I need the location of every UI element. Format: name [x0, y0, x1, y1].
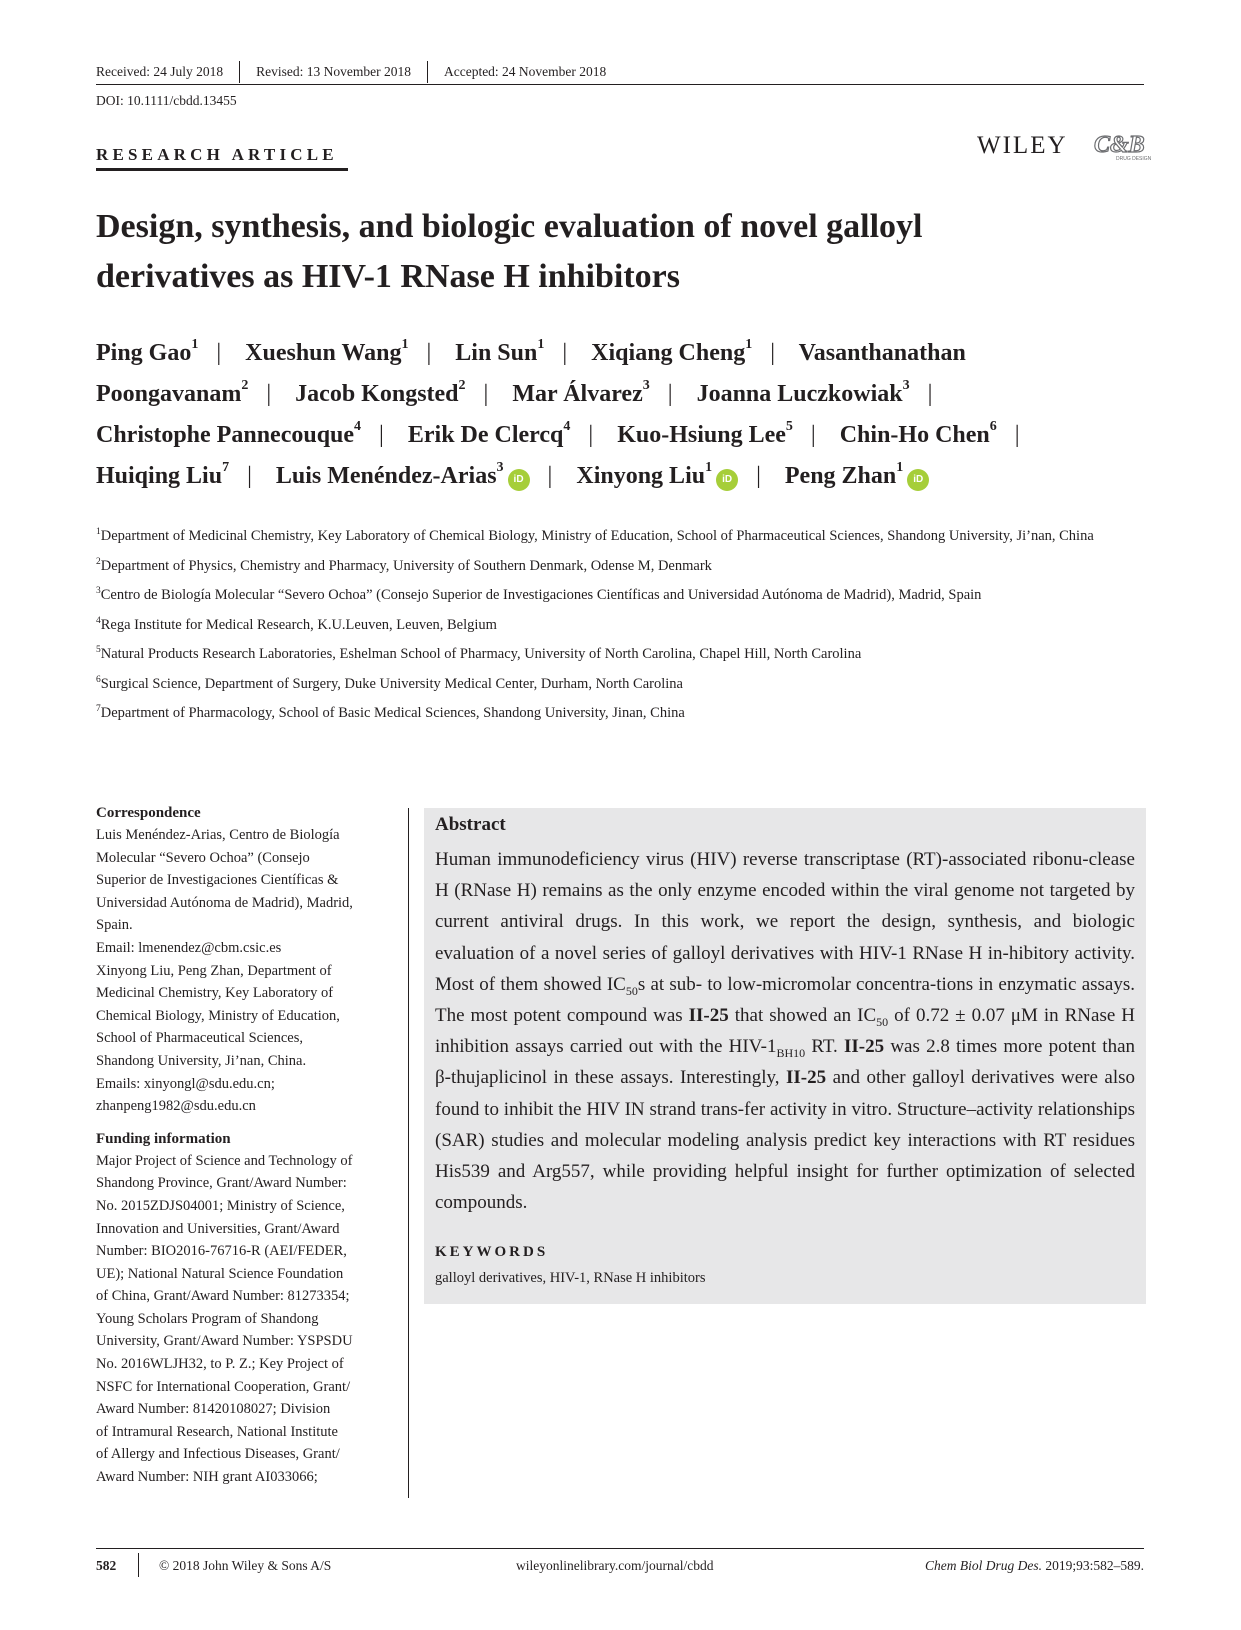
- correspondence-email[interactable]: zhanpeng1982@sdu.edu.cn: [96, 1098, 256, 1115]
- author-name[interactable]: Ping Gao: [96, 340, 192, 366]
- abstract-body: Human immunodeficiency virus (HIV) reverse transcriptase (RT)-associated ribonu-clease H (RNase H) remains as the only enzyme encoded within the viral genome not targeted by current antiviral drugs. In this work, we report the design, synthesis, and biologic evaluation of a novel series of galloyl derivatives with HIV-1 RNase H in-hibitory activity. Most of them showed $IC_{50}s$ at sub- to low-micromolar concentra-tions in enzymatic assays. The most potent compound was II-25 that showed an $IC_{50}$ of 0.72 ± 0.07 μM in RNase H inhibition assays carried out with the HIV-$1_{BH10}$ RT. II-25 was 2.8 times more potent than β-thujaplicinol in these assays. Interestingly, II-25 and other galloyl derivatives were also found to inhibit the HIV IN strand trans-fer activity in vitro. Structure–activity relationships (SAR) studies and molecular modeling analysis predict key interactions with RT residues His539 and Arg557, while providing helpful insight for further optimization of selected compounds.: [435, 849, 1136, 1214]
- author-affiliation-mark: 3: [902, 378, 910, 393]
- author-name[interactable]: Xueshun Wang: [245, 340, 402, 366]
- author-name[interactable]: Chin-Ho Chen: [839, 422, 990, 448]
- affiliation-item: $^3$Centro de Biología Molecular “Severo Ochoa” (Consejo Superior de Investigaciones Científicas and Universidad Autónoma de Madrid), Madrid, Spain: [96, 586, 982, 603]
- author-affiliation-mark: 2: [241, 378, 249, 393]
- copyright: © 2018 John Wiley & Sons A/S: [159, 1558, 332, 1573]
- correspondence-heading: Correspondence: [96, 805, 201, 821]
- compound-name: II-25: [786, 1067, 827, 1089]
- author-affiliation-mark: 1: [745, 337, 753, 352]
- author-affiliation-mark: 4: [354, 419, 362, 434]
- correspondence-email[interactable]: Email: lmenendez@cbm.csic.es: [96, 939, 282, 956]
- article-title: [96, 202, 1136, 302]
- article-type-underline: [96, 168, 348, 171]
- author-affiliation-mark: 3: [642, 378, 650, 393]
- author-affiliation-mark: 1: [705, 460, 713, 475]
- publisher-logo: WILEY: [977, 132, 1068, 159]
- compound-name: II-25: [688, 1005, 729, 1027]
- sidebar: [96, 802, 396, 1489]
- keywords-heading: KEYWORDS: [435, 1244, 549, 1260]
- orcid-icon[interactable]: iD: [508, 469, 530, 491]
- author-affiliation-mark: 1: [896, 460, 904, 475]
- article-type: RESEARCH ARTICLE: [96, 145, 338, 164]
- author-affiliation-mark: 1: [401, 337, 409, 352]
- journal-citation: Chem Biol Drug Des. 2019;93:582–589.: [924, 1558, 1144, 1573]
- author-affiliation-mark: 4: [563, 419, 571, 434]
- title-line-2: derivatives as HIV-1 RNase H inhibitors: [96, 258, 680, 295]
- abstract-heading: Abstract: [435, 814, 506, 835]
- affiliation-item: $^2$Department of Physics, Chemistry and Pharmacy, University of Southern Denmark, Odense M, Denmark: [96, 556, 712, 574]
- received-date: Received: 24 July 2018: [96, 64, 224, 79]
- author-name[interactable]: Christophe Pannecouque: [96, 422, 355, 448]
- funding-text: Major Project of Science and Technology of Shandong Province, Grant/Award Number: No. 2015ZDJS04001; Ministry of Science, Innovation and Universities, Grant/Award Number: BIO2016-76716-R (AEI/FEDER, UE); National Natural Science Foundation of China, Grant/Award Number: 81273354; Young Scholars Program of Shandong University, Grant/Award Number: YSPSDU No. 2016WLJH32, to P. Z.; Key Project of NSFC for International Cooperation, Grant/ Award Number: 81420108027; Division of Intramural Research, National Institute of Allergy and Infectious Diseases, Grant/ Award Number: NIH grant AI033066;: [96, 1152, 353, 1486]
- author-name-last[interactable]: Poongavanam: [96, 381, 242, 407]
- author-name[interactable]: Kuo-Hsiung Lee: [617, 422, 786, 448]
- affiliation-item: $^6$Surgical Science, Department of Surgery, Duke University Medical Center, Durham, North Carolina: [96, 674, 683, 692]
- author-name[interactable]: Xinyong Liu: [576, 463, 706, 489]
- author-affiliation-mark: 6: [989, 419, 997, 434]
- author-name[interactable]: Huiqing Liu: [96, 463, 223, 489]
- author-name[interactable]: Luis Menéndez-Arias: [275, 463, 497, 489]
- journal-website-link[interactable]: wileyonlinelibrary.com/journal/cbdd: [516, 1558, 714, 1573]
- author-name[interactable]: Erik De Clercq: [407, 422, 564, 448]
- footer-divider: [138, 1553, 139, 1577]
- orcid-icon[interactable]: iD: [716, 469, 738, 491]
- keywords-list: galloyl derivatives, HIV-1, RNase H inhibitors: [435, 1270, 706, 1286]
- title-line-1: Design, synthesis, and biologic evaluation of novel galloyl: [96, 208, 923, 245]
- correspondence-text: Luis Menéndez-Arias, Centro de Biología Molecular “Severo Ochoa” (Consejo Superior de Investigaciones Científicas & Universidad Autónoma de Madrid), Madrid, Spain. Email: lmenendez@cbm.csic.es Xinyong Liu, Peng Zhan, Department of Medicinal Chemistry, Key Laboratory of Chemical Biology, Ministry of Education, School of Pharmaceutical Sciences, Shandong University, Ji’nan, China. Emails: xinyongl@sdu.edu.cn; zhanpeng1982@sdu.edu.cn: [96, 824, 396, 1118]
- compound-name: II-25: [844, 1036, 885, 1058]
- footer-rule: [96, 1548, 1144, 1549]
- author-affiliation-mark: 1: [191, 337, 199, 352]
- affiliation-item: $^1$Department of Medicinal Chemistry, Key Laboratory of Chemical Biology, Ministry of Education, School of Pharmaceutical Sciences, Shandong University, Ji’nan, China: [96, 527, 1094, 544]
- date-divider: [427, 61, 428, 83]
- author-affiliation-mark: 1: [537, 337, 545, 352]
- author-name[interactable]: Joanna Luczkowiak: [696, 381, 903, 407]
- author-name-first[interactable]: Vasanthanathan: [798, 340, 966, 366]
- page-number: 582: [96, 1558, 117, 1573]
- revised-date: Revised: 13 November 2018: [256, 64, 411, 79]
- sidebar-divider: [408, 808, 409, 1498]
- svg-text:DRUG DESIGN: DRUG DESIGN: [1116, 156, 1152, 162]
- svg-text:C&B: C&B: [1094, 132, 1145, 158]
- author-name[interactable]: Lin Sun: [455, 340, 538, 366]
- article-dates: [96, 61, 606, 83]
- author-list: Ping Gao$^1$ | Xueshun Wang$^1$ | Lin Sun$^1$ | Xiqiang Cheng$^1$ | Vasanthanathan Poongavanam$^2$ | Jacob Kongsted$^2$ | Mar Álvarez$^3$ | Joanna Luczkowiak$^3$ | Christophe Pannecouque$^4$ | Erik De Clercq$^4$ | Kuo-Hsiung Lee$^5$ | Chin-Ho Chen$^6$ | Huiqing Liu$^7$ | Luis Menéndez-Arias$^3$iD | Xinyong Liu$^1$iD | Peng Zhan$^1$iD: [96, 337, 1020, 489]
- funding-heading: Funding information: [96, 1130, 231, 1147]
- author-affiliation-mark: 2: [458, 378, 466, 393]
- affiliation-item: $^7$Department of Pharmacology, School of Basic Medical Sciences, Shandong University, Jinan, China: [96, 704, 685, 721]
- author-name[interactable]: Mar Álvarez: [512, 381, 643, 407]
- affiliation-list: [96, 525, 1146, 732]
- accepted-date: Accepted: 24 November 2018: [443, 64, 607, 79]
- author-affiliation-mark: 3: [496, 460, 504, 475]
- date-divider: [239, 61, 240, 83]
- author-affiliation-mark: 7: [222, 460, 230, 475]
- author-name[interactable]: Peng Zhan: [784, 463, 897, 489]
- author-name[interactable]: Jacob Kongsted: [295, 381, 459, 407]
- author-name[interactable]: Xiqiang Cheng: [591, 340, 746, 366]
- correspondence-email[interactable]: Emails: xinyongl@sdu.edu.cn;: [96, 1075, 275, 1092]
- affiliation-item: $^4$Rega Institute for Medical Research, K.U.Leuven, Leuven, Belgium: [96, 615, 497, 633]
- doi[interactable]: DOI: 10.1111/cbdd.13455: [96, 93, 237, 108]
- journal-logo-icon: [1092, 126, 1152, 164]
- author-affiliation-mark: 5: [785, 419, 793, 434]
- affiliation-item: $^5$Natural Products Research Laboratories, Eshelman School of Pharmacy, University of North Carolina, Chapel Hill, North Carolina: [96, 645, 862, 662]
- header-rule: [96, 84, 1144, 85]
- orcid-icon[interactable]: iD: [907, 469, 929, 491]
